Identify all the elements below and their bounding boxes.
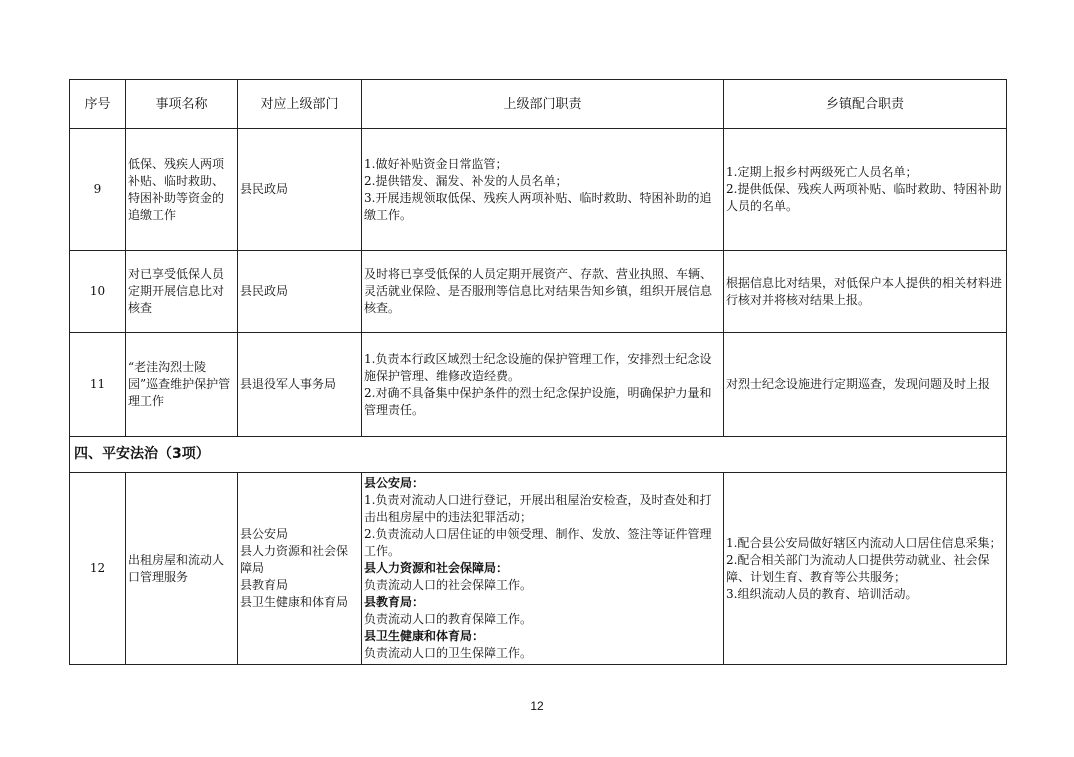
department xyxy=(238,473,362,665)
text-line: 2.对确不具备集中保护条件的烈士纪念保护设施，明确保护力量和管理责任。 xyxy=(364,385,712,417)
text-line: 负责流动人口的卫生保障工作。 xyxy=(364,646,533,660)
department: 县退役军人事务局 xyxy=(238,333,362,437)
department: 县民政局 xyxy=(238,251,362,333)
superior-duty xyxy=(362,251,724,333)
duty-block-heading: 县教育局： xyxy=(364,595,425,609)
text-line: 对烈士纪念设施进行定期巡查，发现问题及时上报 xyxy=(726,377,991,391)
township-duty xyxy=(724,333,1007,437)
duty-block-heading: 县卫生健康和体育局： xyxy=(364,629,485,643)
text-line: 县公安局 xyxy=(240,527,289,541)
text-line: 2.提供错发、漏发、补发的人员名单； xyxy=(364,173,568,188)
table-row xyxy=(70,473,1007,665)
row-number: 12 xyxy=(70,473,126,665)
item-name: 出租房屋和流动人口管理服务 xyxy=(126,473,238,665)
text-line: 负责流动人口的教育保障工作。 xyxy=(364,612,533,626)
text-line: 3.开展违规领取低保、残疾人两项补贴、临时救助、特困补助的追缴工作。 xyxy=(364,190,712,222)
text-line: 根据信息比对结果，对低保户本人提供的相关材料进行核对并将核对结果上报。 xyxy=(726,275,1003,307)
duty-table xyxy=(69,79,1007,665)
table-row xyxy=(70,129,1007,251)
header-cell: 乡镇配合职责 xyxy=(724,80,1007,129)
item-name: 对已享受低保人员定期开展信息比对核查 xyxy=(126,251,238,333)
text-line: 县教育局 xyxy=(240,578,289,592)
text-line: 1.负责本行政区域烈士纪念设施的保护管理工作，安排烈士纪念设施保护管理、维修改造经费。 xyxy=(364,351,712,383)
row-number: 9 xyxy=(70,129,126,251)
department: 县民政局 xyxy=(238,129,362,251)
township-duty xyxy=(724,473,1007,665)
superior-duty xyxy=(362,333,724,437)
page-number: 12 xyxy=(530,699,544,713)
text-line: 3.组织流动人员的教育、培训活动。 xyxy=(726,586,918,601)
item-name: 低保、残疾人两项补贴、临时救助、特困补助等资金的追缴工作 xyxy=(126,129,238,251)
text-line: 2.提供低保、残疾人两项补贴、临时救助、特困补助人员的名单。 xyxy=(726,182,1002,213)
superior-duty xyxy=(362,473,724,665)
row-number: 10 xyxy=(70,251,126,333)
duty-block-heading: 县人力资源和社会保障局： xyxy=(364,561,509,575)
text-line: 负责流动人口的社会保障工作。 xyxy=(364,578,533,592)
text-line: 1.做好补贴资金日常监管； xyxy=(364,156,508,171)
table-row xyxy=(70,251,1007,333)
text-line: 2.配合相关部门为流动人口提供劳动就业、社会保障、计划生育、教育等公共服务； xyxy=(726,552,990,584)
duty-block-heading: 县公安局： xyxy=(364,476,425,490)
row-number: 11 xyxy=(70,333,126,437)
section-title: 四、平安法治（3项） xyxy=(70,437,1007,473)
text-line: 县卫生健康和体育局 xyxy=(240,595,349,609)
text-line: 1.定期上报乡村两级死亡人员名单； xyxy=(726,165,918,179)
text-line: 1.配合县公安局做好辖区内流动人口居住信息采集； xyxy=(726,535,1002,550)
header-cell: 序号 xyxy=(70,80,126,129)
text-line: 及时将已享受低保的人员定期开展资产、存款、营业执照、车辆、灵活就业保险、是否服刑等信息比对结果告知乡镇，组织开展信息核查。 xyxy=(364,267,713,315)
superior-duty xyxy=(362,129,724,251)
text-line: 2.负责流动人口居住证的申领受理、制作、发放、签注等证件管理工作。 xyxy=(364,527,712,558)
table-header-row xyxy=(70,80,1007,129)
header-cell: 上级部门职责 xyxy=(362,80,724,129)
table-row xyxy=(70,333,1007,437)
township-duty xyxy=(724,251,1007,333)
header-cell: 对应上级部门 xyxy=(238,80,362,129)
header-cell: 事项名称 xyxy=(126,80,238,129)
township-duty xyxy=(724,129,1007,251)
item-name: “老洼沟烈士陵园”巡查维护保护管理工作 xyxy=(126,333,238,437)
text-line: 县人力资源和社会保障局 xyxy=(240,544,349,575)
text-line: 1.负责对流动人口进行登记，开展出租屋治安检查，及时查处和打击出租房屋中的违法犯罪活动； xyxy=(364,493,712,524)
section-row xyxy=(70,437,1007,473)
